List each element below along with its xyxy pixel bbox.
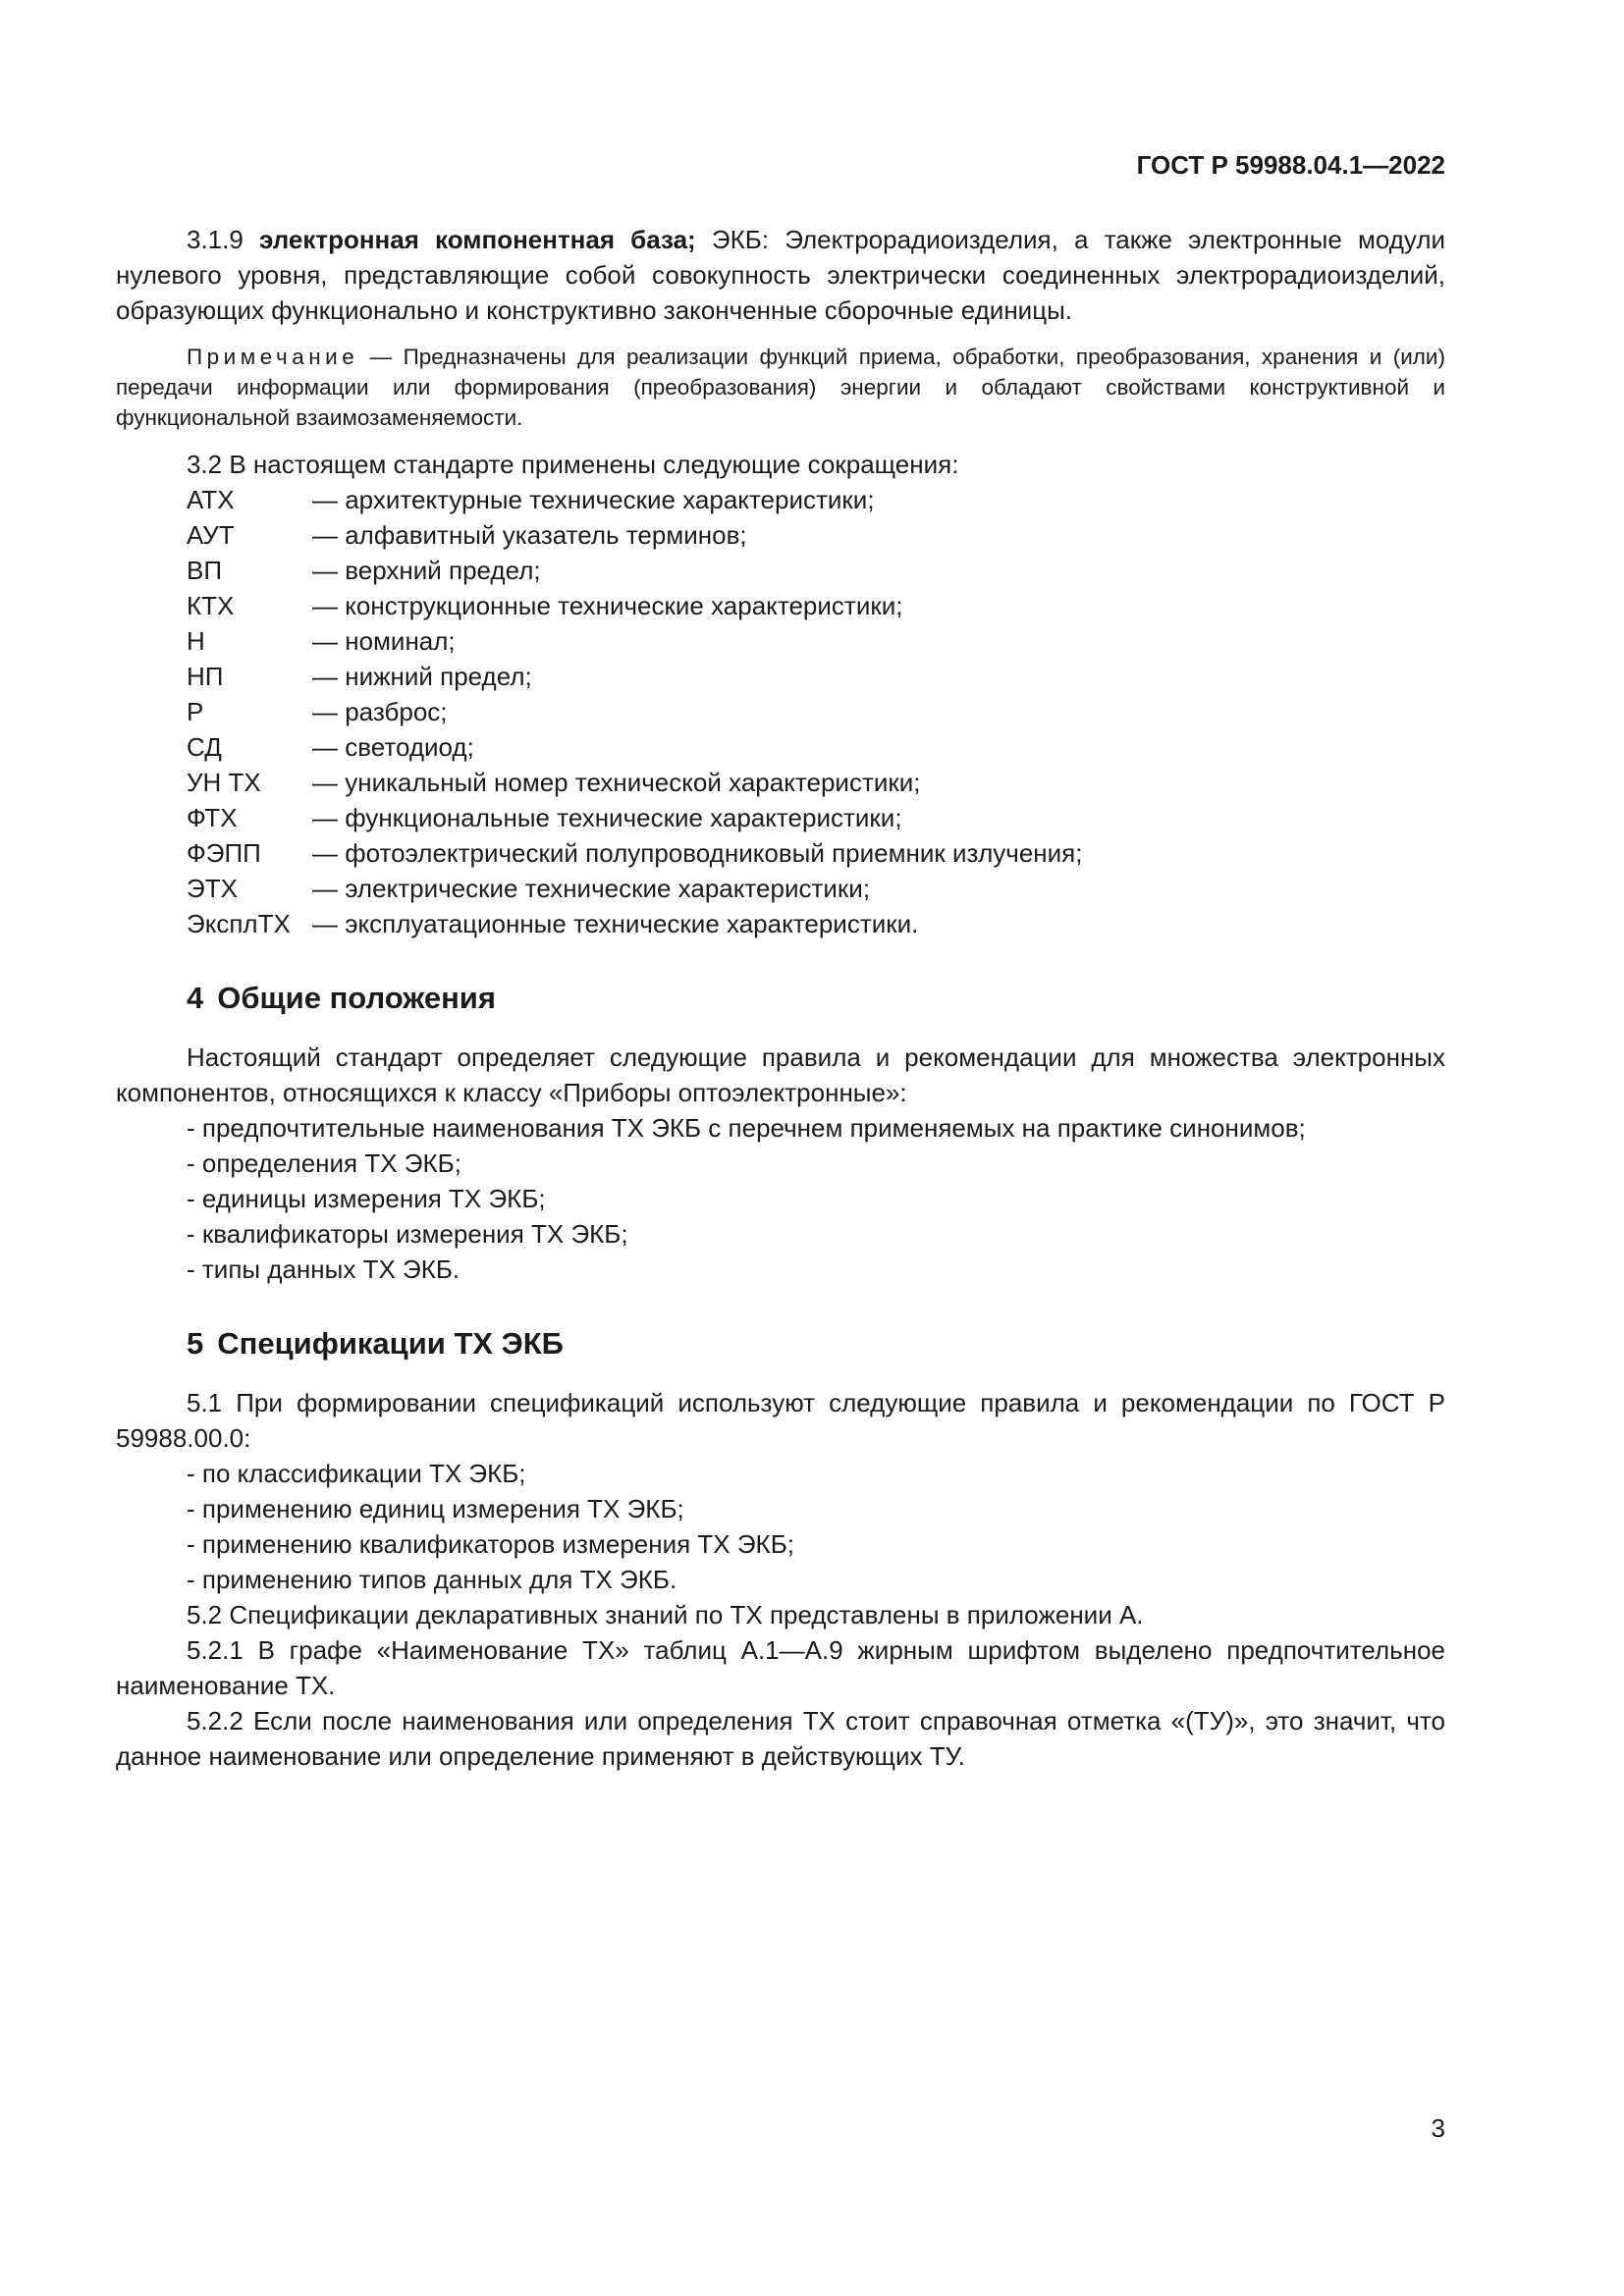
abbreviation-item [116,835,1445,871]
list-item: - единицы измерения ТХ ЭКБ; [187,1184,546,1213]
page-content [116,222,1445,1774]
section-5-list [116,1456,1445,1597]
list-item: - квалификаторы измерения ТХ ЭКБ; [187,1219,628,1249]
list-item: - предпочтительные наименования ТХ ЭКБ с перечнем применяемых на практике синонимов; [187,1113,1306,1143]
page-number: 3 [1431,2113,1445,2143]
abbreviation-definition: — фотоэлектрический полупроводниковый приемник излучения; [312,838,1083,868]
abbreviation-term: СД [187,732,222,762]
abbreviation-term: НП [187,662,224,691]
abbreviation-item [116,553,1445,588]
abbreviation-term: КТХ [187,591,235,620]
list-item: - определения ТХ ЭКБ; [187,1148,461,1178]
paragraph-5-1: 5.1 При формировании спецификаций используют следующие правила и рекомендации по ГОСТ Р 59988.00.0: [116,1388,1445,1453]
abbreviation-definition: — верхний предел; [312,556,541,585]
list-item: - по классификации ТХ ЭКБ; [187,1459,526,1488]
document-page [116,0,1445,2296]
note [116,342,1445,433]
abbreviation-term: ЭТХ [187,874,238,903]
list-item: - применению квалификаторов измерения ТХ ЭКБ; [187,1529,794,1559]
paragraph-5-2-1: 5.2.1 В графе «Наименование ТХ» таблиц А.1—А.9 жирным шрифтом выделено предпочтительное наименование ТХ. [116,1635,1445,1700]
abbreviations-list [116,482,1445,941]
abbreviation-term: УН ТХ [187,768,261,797]
abbreviation-item [116,482,1445,517]
abbreviation-term: ФТХ [187,803,238,832]
abbreviation-definition: — функциональные технические характеристики; [312,803,902,832]
abbreviation-item [116,765,1445,800]
abbreviation-term: Р [187,697,204,726]
section-4-intro: Настоящий стандарт определяет следующие правила и рекомендации для множества электронных компонентов, относящихся к классу «Приборы оптоэлектронные»: [116,1042,1445,1107]
abbreviation-item [116,871,1445,906]
abbreviation-definition: — уникальный номер технической характеристики; [312,768,921,797]
abbreviation-item [116,800,1445,835]
section-5-heading [116,1324,1445,1363]
section-number: 5 [187,1326,204,1361]
abbreviation-term: АТХ [187,485,235,514]
list-item: - применению типов данных для ТХ ЭКБ. [187,1565,677,1594]
abbreviation-item [116,623,1445,659]
term-title: электронная компонентная база; [259,225,696,254]
section-title: Спецификации ТХ ЭКБ [217,1326,564,1361]
abbreviation-item [116,517,1445,553]
abbreviation-definition: — архитектурные технические характеристики; [312,485,875,514]
note-label: Примечание [187,345,359,369]
abbreviation-term: АУТ [187,520,235,550]
paragraph-5-2-2: 5.2.2 Если после наименования или определения ТХ стоит справочная отметка «(ТУ)», это значит, что данное наименование или определение применяют в действующих ТУ. [116,1706,1445,1771]
abbreviation-item [116,729,1445,765]
abbreviation-item [116,659,1445,694]
abbreviation-definition: — светодиод; [312,732,474,762]
section-4-list [116,1110,1445,1287]
abbreviations-intro: 3.2 В настоящем стандарте применены следующие сокращения: [187,450,959,479]
section-number: 4 [187,981,204,1015]
abbreviation-definition: — нижний предел; [312,662,532,691]
abbreviation-definition: — алфавитный указатель терминов; [312,520,747,550]
paragraph-5-2: 5.2 Спецификации декларативных знаний по ТХ представлены в приложении А. [187,1600,1144,1629]
list-item: - применению единиц измерения ТХ ЭКБ; [187,1494,684,1523]
abbreviation-definition: — разброс; [312,697,448,726]
abbreviation-item [116,906,1445,941]
abbreviation-definition: — эксплуатационные технические характеристики. [312,909,919,938]
list-item: - типы данных ТХ ЭКБ. [187,1255,460,1284]
term-3-1-9 [116,222,1445,328]
section-4-heading [116,979,1445,1018]
note-text: — Предназначены для реализации функций приема, обработки, преобразования, хранения и (или) передачи информации или формирования (преобразования) энергии и обладают свойствами конструктивной и функциональной взаимозаменяемости. [116,345,1445,430]
abbreviation-term: ФЭПП [187,838,261,868]
document-code: ГОСТ Р 59988.04.1—2022 [1136,150,1445,180]
abbreviation-term: ЭксплТХ [187,909,291,938]
section-title: Общие положения [217,981,496,1015]
abbreviation-item [116,588,1445,623]
abbreviation-item [116,694,1445,729]
term-number: 3.1.9 [187,225,244,254]
abbreviation-definition: — электрические технические характеристики; [312,874,871,903]
term-definition: ЭКБ: Электрорадиоизделия, а также электронные модули нулевого уровня, представляющие собой совокупность электрически соединенных электрорадиоизделий, образующих функционально и конструктивно законченные сборочные единицы. [116,225,1446,325]
abbreviation-term: Н [187,626,205,656]
abbreviation-term: ВП [187,556,223,585]
abbreviation-definition: — номинал; [312,626,456,656]
abbreviation-definition: — конструкционные технические характеристики; [312,591,903,620]
